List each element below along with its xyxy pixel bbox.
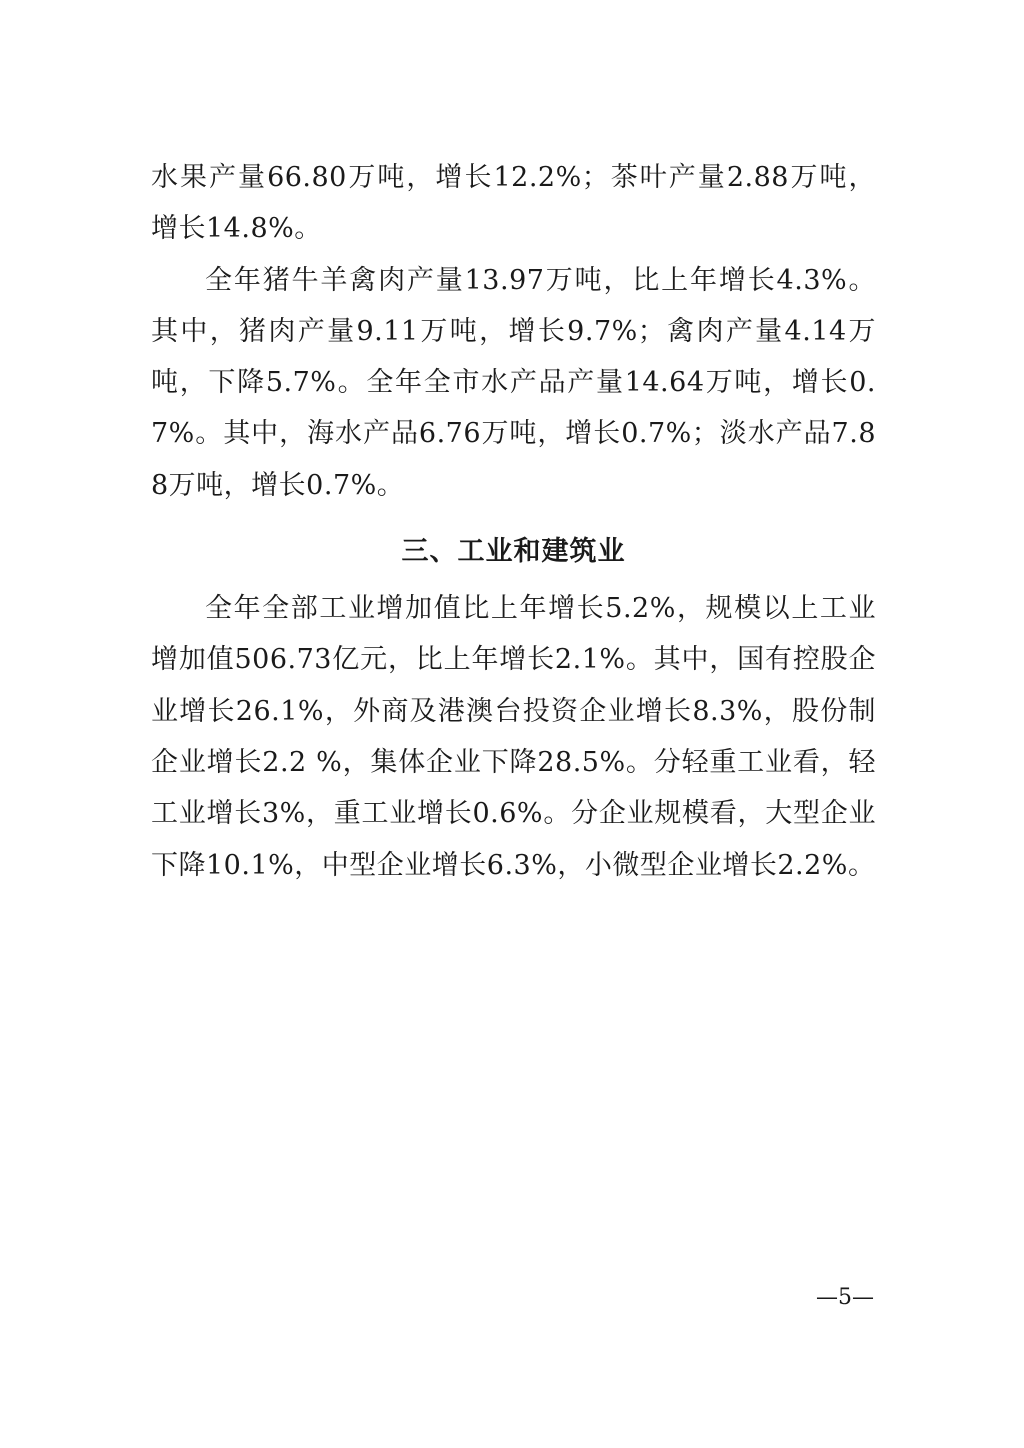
document-body — [151, 152, 876, 891]
paragraph-fruit-tea: 水果产量66.80万吨，增长12.2%；茶叶产量2.88万吨，增长14.8%。 — [151, 162, 876, 245]
section-heading: 三、工业和建筑业 — [401, 536, 626, 568]
paragraph-industry: 全年全部工业增加值比上年增长5.2%，规模以上工业增加值506.73亿元，比上年增长2.1%。其中，国有控股企业增长26.1%，外商及港澳台投资企业增长8.3%，股份制企业增长2.2 %，集体企业下降28.5%。分轻重工业看，轻工业增长3%，重工业增长0.6%。分企业规模看，大型企业下降10.1%，中型企业增长6.3%，小微型企业增长2.2%。 — [151, 593, 876, 881]
page-number: —5— — [816, 1285, 874, 1310]
paragraph-meat-aquatic: 全年猪牛羊禽肉产量13.97万吨，比上年增长4.3%。其中，猪肉产量9.11万吨，增长9.7%；禽肉产量4.14万吨，下降5.7%。全年全市水产品产量14.64万吨，增长0.7%。其中，海水产品6.76万吨，增长0.7%；淡水产品7.88万吨，增长0.7%。 — [151, 264, 876, 501]
